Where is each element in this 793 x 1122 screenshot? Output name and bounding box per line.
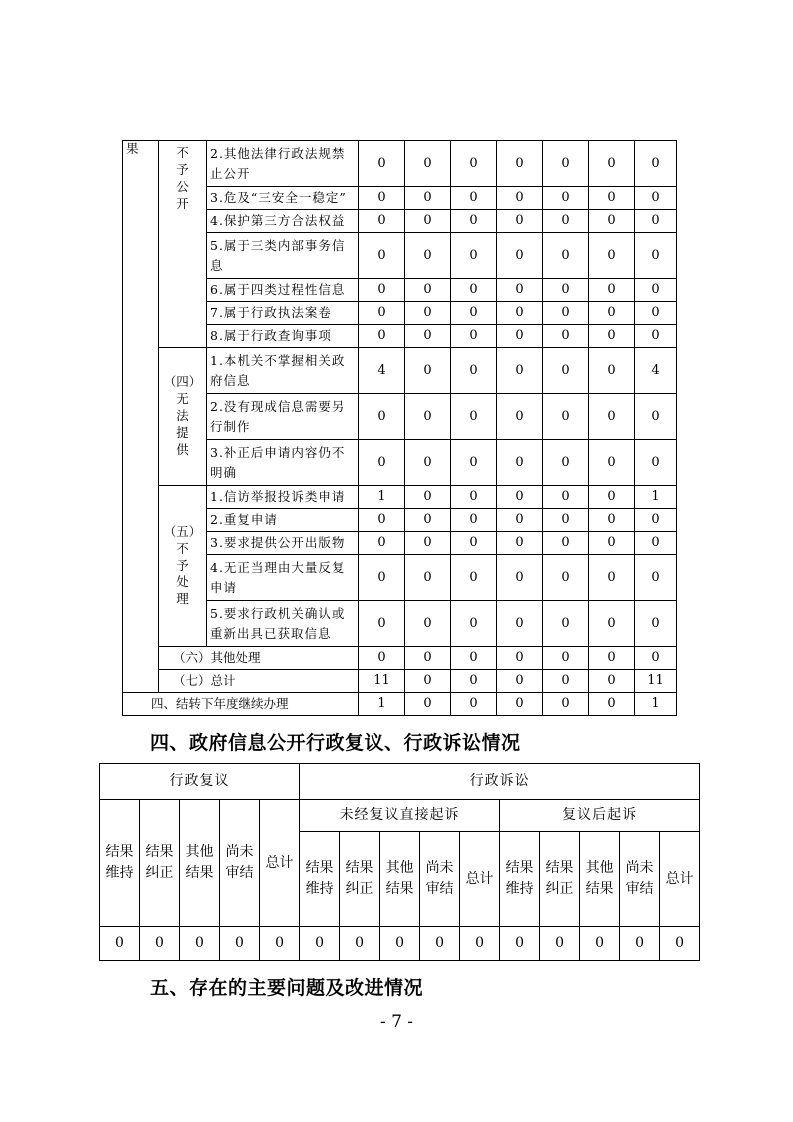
value-cell: 0 [635,394,677,440]
row-label: 1.信访举报投诉类申请 [207,486,359,509]
value-cell: 0 [497,210,543,233]
value-cell: 0 [497,141,543,187]
value-cell: 0 [500,927,540,961]
value-cell: 0 [543,302,589,325]
review-col-label: 尚未审结 [220,800,260,927]
admin-review-header: 行政复议 [100,764,300,800]
value-cell: 0 [405,187,451,210]
value-cell: 0 [543,279,589,302]
litigation-col-label: 尚未审结 [620,832,660,927]
value-cell: 0 [589,187,635,210]
row-label: 4.无正当理由大量反复申请 [207,555,359,601]
value-cell: 0 [589,601,635,647]
admin-litigation-header: 行政诉讼 [300,764,700,800]
litigation-col-label: 结果维持 [500,832,540,927]
value-cell: 0 [635,302,677,325]
value-cell: 0 [497,670,543,693]
value-cell: 0 [497,325,543,348]
value-cell: 0 [543,647,589,670]
value-cell: 0 [589,509,635,532]
after-review-litigation-header: 复议后起诉 [500,800,700,832]
value-cell: 0 [100,927,140,961]
value-cell: 0 [540,927,580,961]
value-cell: 0 [497,486,543,509]
value-cell: 0 [359,532,405,555]
row-label: 1.本机关不掌握相关政府信息 [207,348,359,394]
group-label-char: 提 [176,424,189,440]
value-cell: 0 [543,210,589,233]
value-cell: 0 [635,532,677,555]
value-cell: 0 [589,486,635,509]
value-cell: 11 [359,670,405,693]
value-cell: 0 [543,486,589,509]
row-label: 2.没有现成信息需要另行制作 [207,394,359,440]
value-cell: 0 [359,210,405,233]
value-cell: 0 [405,486,451,509]
value-cell: 0 [451,325,497,348]
section-5-heading: 五、存在的主要问题及改进情况 [150,977,424,999]
value-cell: 0 [635,601,677,647]
value-cell: 0 [359,279,405,302]
group-label-char: 供 [176,441,189,457]
value-cell: 0 [180,927,220,961]
value-cell: 0 [405,601,451,647]
value-cell: 0 [497,532,543,555]
category-cell: 果 [123,141,159,693]
value-cell: 0 [359,647,405,670]
value-cell: 0 [543,532,589,555]
value-cell: 0 [460,927,500,961]
value-cell: 0 [405,693,451,716]
value-cell: 0 [451,555,497,601]
value-cell: 0 [405,210,451,233]
value-cell: 0 [497,394,543,440]
value-cell: 0 [589,210,635,233]
value-cell: 0 [359,555,405,601]
value-cell: 4 [359,348,405,394]
value-cell: 0 [660,927,700,961]
value-cell: 0 [420,927,460,961]
value-cell: 0 [543,555,589,601]
value-cell: 0 [359,394,405,440]
row-label: 3.补正后申请内容仍不明确 [207,440,359,486]
value-cell: 0 [589,555,635,601]
litigation-col-label: 结果维持 [300,832,340,927]
value-cell: 0 [589,141,635,187]
value-cell: 0 [220,927,260,961]
value-cell: 0 [543,509,589,532]
group-label-char: 处 [176,574,189,590]
value-cell: 0 [451,394,497,440]
value-cell: 0 [359,509,405,532]
value-cell: 0 [405,302,451,325]
value-cell: 0 [451,693,497,716]
value-cell: 0 [451,187,497,210]
value-cell: 0 [359,141,405,187]
value-cell: 0 [359,187,405,210]
row-label: 四、结转下年度继续办理 [123,693,359,716]
value-cell: 0 [635,647,677,670]
value-cell: 0 [543,670,589,693]
value-cell: 0 [497,693,543,716]
litigation-col-label: 结果纠正 [340,832,380,927]
value-cell: 0 [589,233,635,279]
value-cell: 0 [451,647,497,670]
value-cell: 0 [451,279,497,302]
value-cell: 0 [589,302,635,325]
value-cell: 0 [589,348,635,394]
litigation-col-label: 尚未审结 [420,832,460,927]
value-cell: 0 [140,927,180,961]
value-cell: 0 [543,187,589,210]
value-cell: 0 [635,141,677,187]
value-cell: 0 [635,509,677,532]
value-cell: 0 [405,325,451,348]
value-cell: 0 [359,440,405,486]
group-label-char: 不 [176,540,189,556]
value-cell: 0 [620,927,660,961]
value-cell: 0 [451,348,497,394]
value-cell: 0 [543,693,589,716]
value-cell: 1 [359,693,405,716]
value-cell: 0 [497,647,543,670]
value-cell: 0 [543,394,589,440]
value-cell: 0 [589,325,635,348]
value-cell: 0 [380,927,420,961]
value-cell: 0 [359,302,405,325]
value-cell: 0 [589,279,635,302]
value-cell: 0 [359,325,405,348]
value-cell: 0 [359,601,405,647]
value-cell: 0 [405,555,451,601]
value-cell: 0 [543,348,589,394]
review-litigation-table [99,763,700,961]
value-cell: 0 [635,187,677,210]
value-cell: 0 [405,141,451,187]
value-cell: 0 [405,394,451,440]
value-cell: 0 [589,532,635,555]
row-label: 8.属于行政查询事项 [207,325,359,348]
value-cell: 0 [497,302,543,325]
value-cell: 0 [543,141,589,187]
row-label: （六）其他处理 [159,647,359,670]
value-cell: 0 [635,279,677,302]
litigation-col-label: 总计 [460,832,500,927]
row-label: 5.属于三类内部事务信息 [207,233,359,279]
row-label: 7.属于行政执法案卷 [207,302,359,325]
value-cell: 0 [635,555,677,601]
group-label-char: （四） [163,374,202,390]
value-cell: 0 [405,348,451,394]
group-label-char: 公 [176,178,189,194]
value-cell: 0 [405,233,451,279]
value-cell: 0 [543,325,589,348]
value-cell: 1 [359,486,405,509]
value-cell: 0 [497,348,543,394]
group-label-char: 予 [176,557,189,573]
value-cell: 0 [359,233,405,279]
value-cell: 0 [300,927,340,961]
value-cell: 0 [497,279,543,302]
value-cell: 0 [451,670,497,693]
row-label: 6.属于四类过程性信息 [207,279,359,302]
review-col-label: 结果纠正 [140,800,180,927]
value-cell: 0 [635,325,677,348]
litigation-col-label: 总计 [660,832,700,927]
litigation-col-label: 其他结果 [580,832,620,927]
value-cell: 0 [451,141,497,187]
value-cell: 0 [635,440,677,486]
value-cell: 0 [405,440,451,486]
group-label [159,348,207,486]
litigation-col-label: 结果纠正 [540,832,580,927]
row-label: （七）总计 [159,670,359,693]
value-cell: 0 [260,927,300,961]
value-cell: 0 [497,509,543,532]
group-label-char: 开 [176,195,189,211]
value-cell: 0 [635,233,677,279]
group-label [159,486,207,647]
value-cell: 0 [451,440,497,486]
review-col-label: 总计 [260,800,300,927]
group-label-char: 予 [176,161,189,177]
value-cell: 0 [580,927,620,961]
section-4-heading: 四、政府信息公开行政复议、行政诉讼情况 [150,732,521,754]
direct-litigation-header: 未经复议直接起诉 [300,800,500,832]
value-cell: 0 [497,187,543,210]
group-label-char: 法 [176,408,189,424]
row-label: 2.其他法律行政法规禁止公开 [207,141,359,187]
review-col-label: 结果维持 [100,800,140,927]
row-label: 4.保护第三方合法权益 [207,210,359,233]
value-cell: 0 [451,233,497,279]
litigation-col-label: 其他结果 [380,832,420,927]
value-cell: 0 [405,647,451,670]
row-label: 3.危及“三安全一稳定” [207,187,359,210]
value-cell: 1 [635,693,677,716]
value-cell: 0 [451,210,497,233]
group-label [159,141,207,348]
value-cell: 0 [589,647,635,670]
page-number: - 7 - [379,1012,414,1032]
value-cell: 0 [405,509,451,532]
value-cell: 1 [635,486,677,509]
row-label: 2.重复申请 [207,509,359,532]
value-cell: 0 [451,532,497,555]
value-cell: 0 [451,601,497,647]
value-cell: 0 [497,233,543,279]
value-cell: 0 [589,394,635,440]
value-cell: 0 [589,693,635,716]
review-col-label: 其他结果 [180,800,220,927]
row-label: 3.要求提供公开出版物 [207,532,359,555]
value-cell: 0 [451,302,497,325]
group-label-char: （五） [163,523,202,539]
value-cell: 0 [543,440,589,486]
value-cell: 11 [635,670,677,693]
value-cell: 0 [497,601,543,647]
value-cell: 0 [497,555,543,601]
group-label-char: 理 [176,591,189,607]
value-cell: 0 [543,601,589,647]
value-cell: 0 [497,440,543,486]
value-cell: 0 [589,670,635,693]
row-label: 5.要求行政机关确认或重新出具已获取信息 [207,601,359,647]
value-cell: 0 [589,440,635,486]
value-cell: 4 [635,348,677,394]
value-cell: 0 [635,210,677,233]
value-cell: 0 [340,927,380,961]
application-handling-table [122,140,677,716]
group-label-char: 无 [176,391,189,407]
group-label-char: 不 [176,145,189,160]
value-cell: 0 [543,233,589,279]
value-cell: 0 [405,670,451,693]
value-cell: 0 [405,279,451,302]
value-cell: 0 [405,532,451,555]
value-cell: 0 [451,509,497,532]
value-cell: 0 [451,486,497,509]
